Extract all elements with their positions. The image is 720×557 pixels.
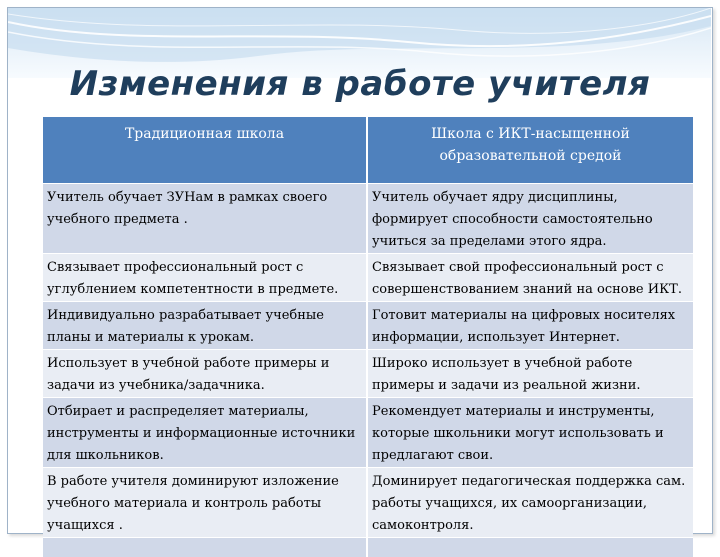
table-row bbox=[43, 183, 693, 253]
comparison-table bbox=[43, 117, 693, 557]
cell-ict: Доминирует педагогическая поддержка сам. работы учащихся, их самоорганизации, самоконтроля. bbox=[367, 467, 693, 537]
cell-traditional: Индивидуально разрабатывает учебные планы и материалы к урокам. bbox=[43, 301, 367, 349]
slide-title: Изменения в работе учителя bbox=[69, 64, 651, 104]
cell-traditional: Использует в учебной работе примеры и задачи из учебника/задачника. bbox=[43, 349, 367, 397]
header-ict-school: Школа с ИКТ-насыщенной образовательной средой bbox=[367, 117, 693, 183]
cell-ict bbox=[367, 537, 693, 557]
header-traditional-school: Традиционная школа bbox=[43, 117, 367, 183]
cell-ict: Рекомендует материалы и инструменты, которые школьники могут использовать и предлагают свои. bbox=[367, 397, 693, 467]
table-row bbox=[43, 253, 693, 301]
cell-ict: Широко использует в учебной работе примеры и задачи из реальной жизни. bbox=[367, 349, 693, 397]
table-row-empty bbox=[43, 537, 693, 557]
table-header-row bbox=[43, 117, 693, 183]
cell-traditional: Связывает профессиональный рост с углублением компетентности в предмете. bbox=[43, 253, 367, 301]
table-row bbox=[43, 467, 693, 537]
cell-traditional: Учитель обучает ЗУНам в рамках своего учебного предмета . bbox=[43, 183, 367, 253]
cell-traditional bbox=[43, 537, 367, 557]
cell-traditional: Отбирает и распределяет материалы, инструменты и информационные источники для школьников. bbox=[43, 397, 367, 467]
table-row bbox=[43, 397, 693, 467]
cell-ict: Связывает свой профессиональный рост с совершенствованием знаний на основе ИКТ. bbox=[367, 253, 693, 301]
table-row bbox=[43, 301, 693, 349]
cell-ict: Готовит материалы на цифровых носителях информации, использует Интернет. bbox=[367, 301, 693, 349]
cell-traditional: В работе учителя доминируют изложение учебного материала и контроль работы учащихся . bbox=[43, 467, 367, 537]
cell-ict: Учитель обучает ядру дисциплины, формирует способности самостоятельно учиться за пределами этого ядра. bbox=[367, 183, 693, 253]
table-row bbox=[43, 349, 693, 397]
